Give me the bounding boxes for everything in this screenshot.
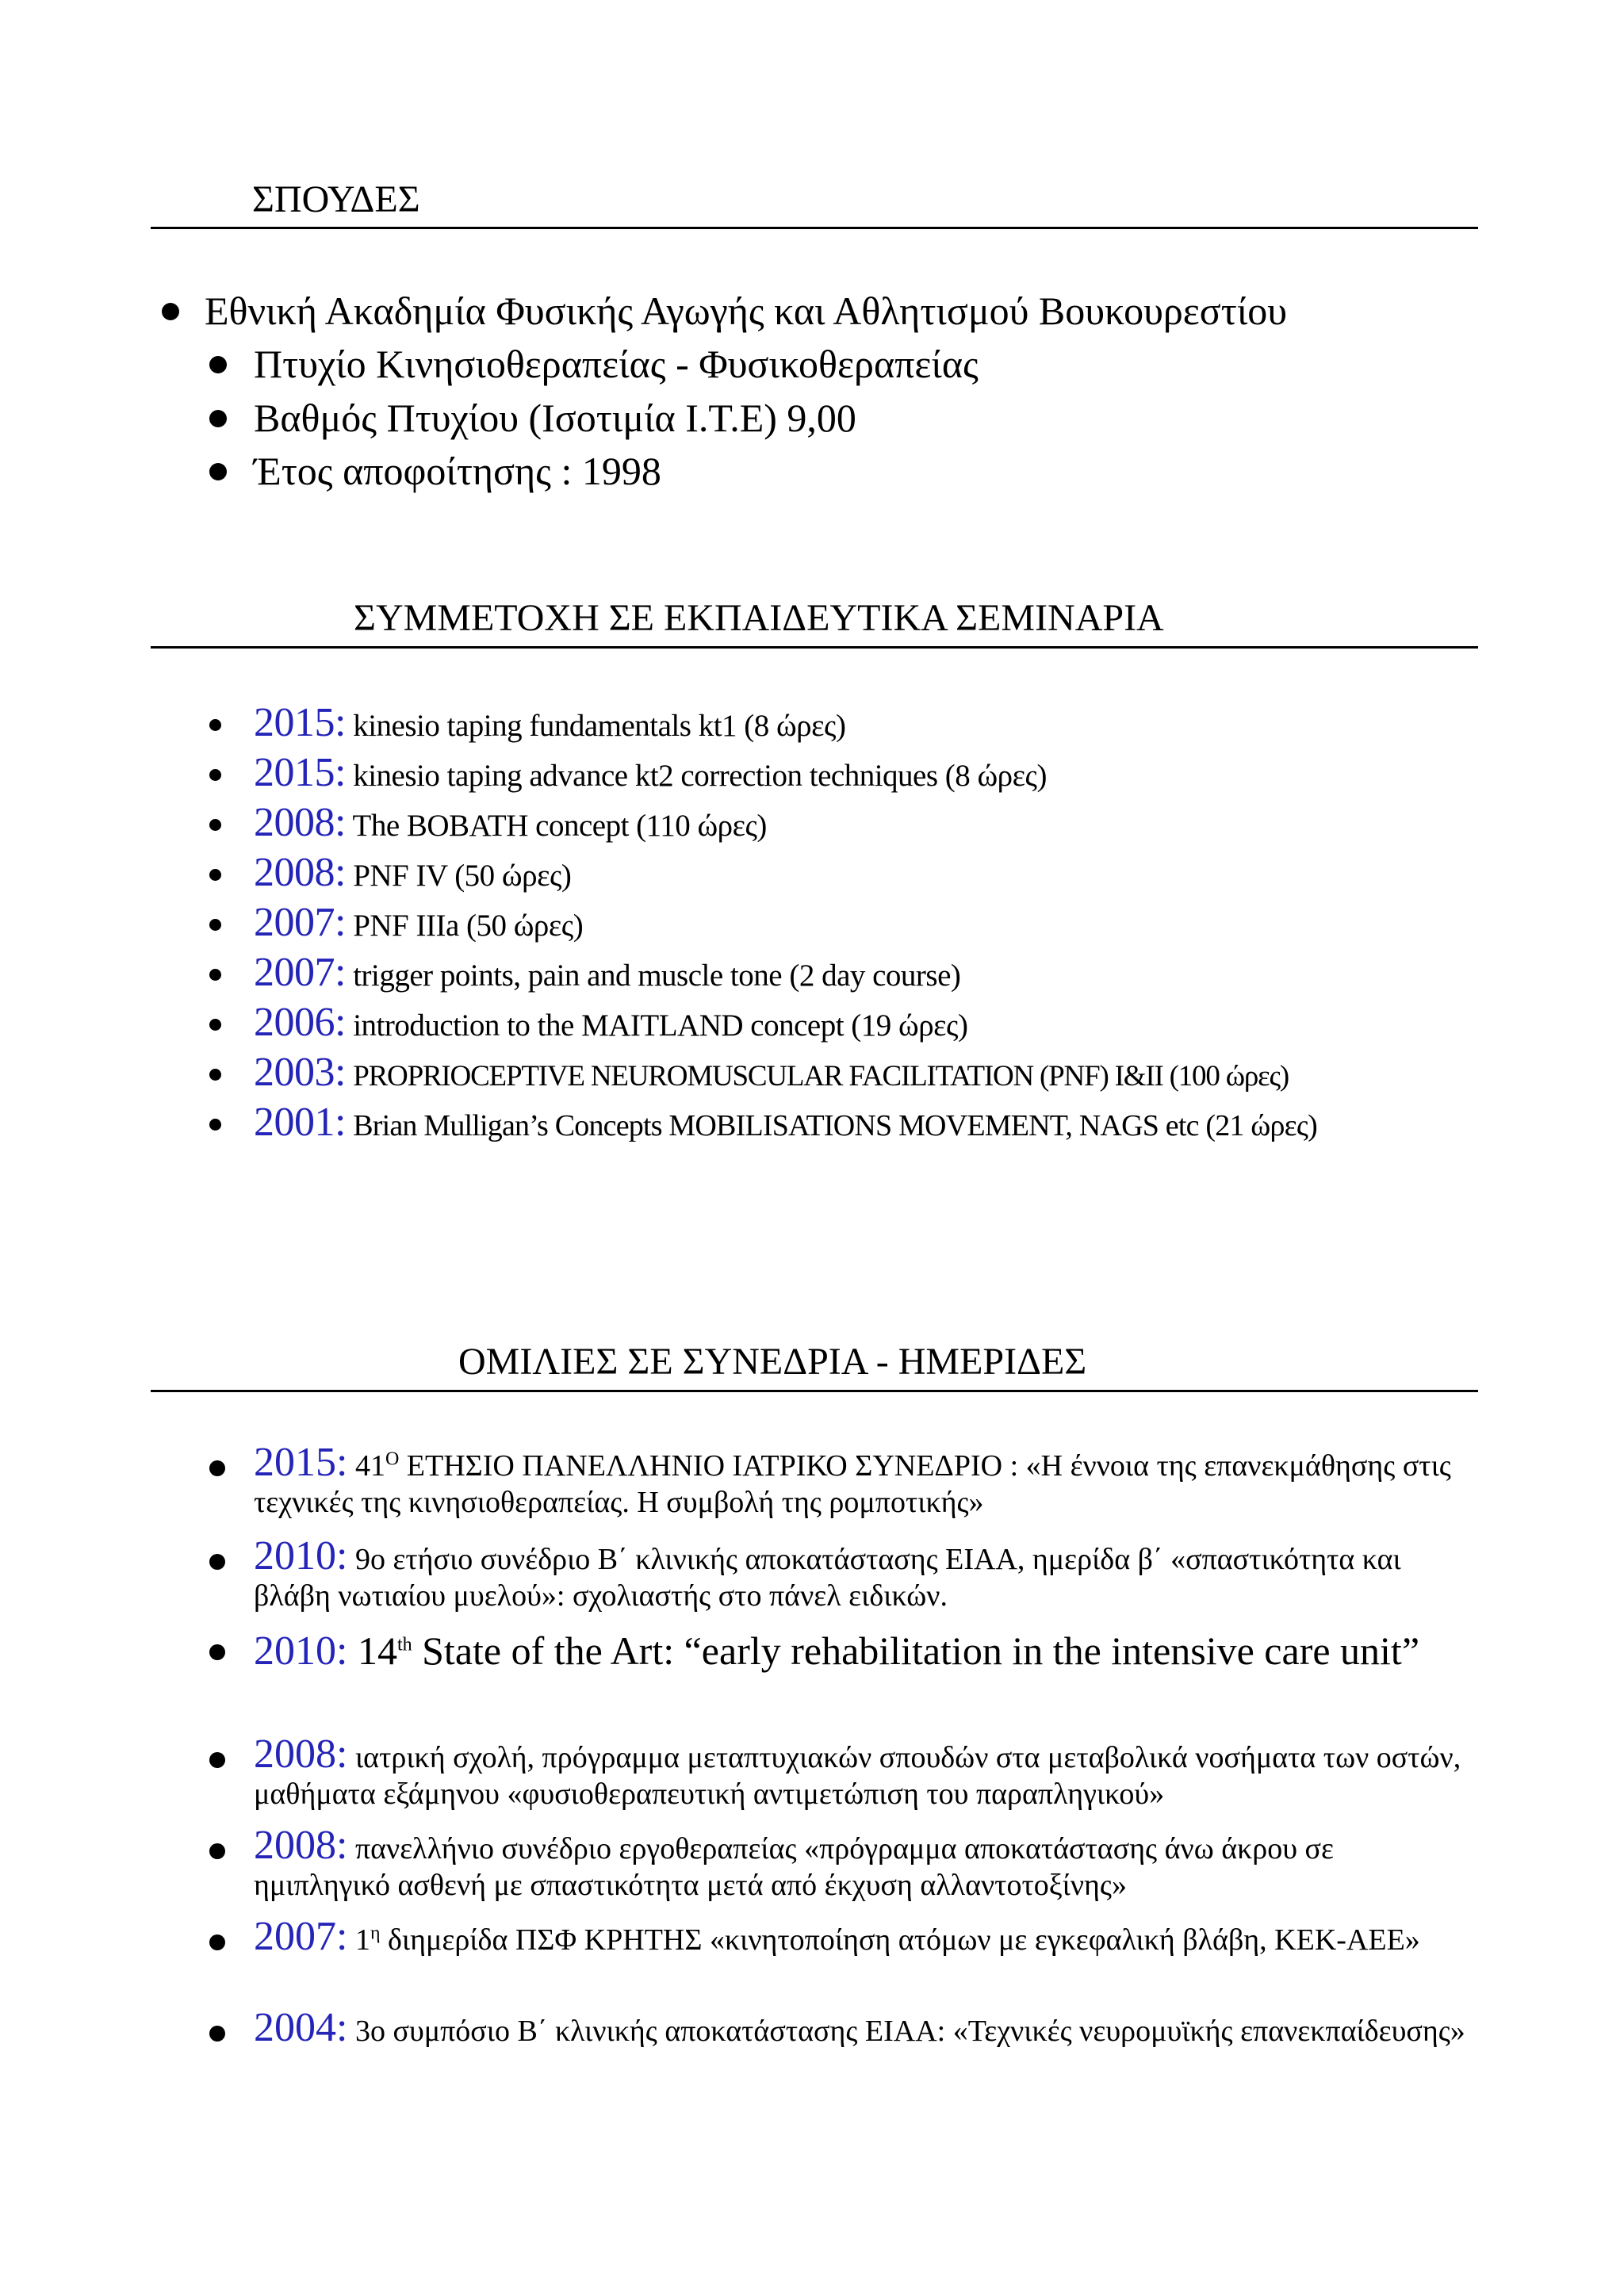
institution-name: Εθνική Ακαδημία Φυσικής Αγωγής και Αθλητισμού Βουκουρεστίου	[205, 289, 1288, 333]
seminar-item	[254, 852, 571, 894]
talk-year: 2010:	[254, 1628, 348, 1674]
talk-item	[254, 1732, 1475, 1812]
bullet-icon	[209, 1119, 221, 1131]
list-item	[205, 291, 1287, 331]
list-item	[254, 451, 661, 491]
talk-year: 2007:	[254, 1914, 348, 1959]
seminar-text: kinesio taping fundamentals kt1 (8 ώρες)	[353, 709, 846, 743]
bullet-icon	[209, 1554, 225, 1570]
bullet-icon	[209, 769, 221, 781]
seminar-year: 2015:	[254, 700, 346, 745]
seminar-year: 2003:	[254, 1050, 346, 1095]
seminar-text: The BOBATH concept (110 ώρες)	[352, 809, 767, 843]
talk-year: 2015:	[254, 1440, 348, 1485]
seminar-text: introduction to the MAITLAND concept (19 ώρες)	[353, 1008, 968, 1043]
talk-ordinal: 41	[354, 1449, 385, 1483]
bullet-icon	[209, 410, 227, 427]
talk-text: διημερίδα ΠΣΦ ΚΡΗΤΗΣ «κινητοποίηση ατόμων με εγκεφαλική βλάβη, ΚΕΚ-ΑΕΕ»	[388, 1923, 1420, 1957]
seminar-text: Brian Mulligan’s Concepts MOBILISATIONS MOVEMENT, NAGS etc (21 ώρες)	[353, 1109, 1317, 1142]
talks-heading: ΟΜΙΛΙΕΣ ΣΕ ΣΥΝΕΔΡΙΑ - ΗΜΕΡΙΔΕΣ	[458, 1341, 1087, 1383]
talk-text: ΕΤΗΣΙΟ ΠΑΝΕΛΛΗΝΙΟ ΙΑΤΡΙΚΟ ΣΥΝΕΔΡΙΟ : «Η έννοια της επανεκμάθησης στις τεχνικές της κινησιοθεραπείας. Η συμβολή της ρομποτικής»	[254, 1449, 1451, 1519]
seminar-year: 2008:	[254, 800, 346, 845]
bullet-icon	[209, 1843, 225, 1859]
studies-heading: ΣΠΟΥΔΕΣ	[252, 178, 420, 220]
bullet-icon	[162, 303, 179, 320]
talk-ordinal: 14	[357, 1628, 397, 1673]
bullet-icon	[209, 819, 221, 831]
bullet-icon	[209, 2026, 225, 2042]
seminar-year: 2015:	[254, 750, 346, 795]
list-item	[254, 344, 979, 384]
talk-year: 2004:	[254, 2005, 348, 2050]
seminars-divider	[151, 646, 1478, 649]
bullet-icon	[209, 1460, 225, 1476]
seminar-item	[254, 902, 583, 943]
list-item	[254, 398, 856, 438]
seminar-text: trigger points, pain and muscle tone (2 day course)	[353, 959, 961, 993]
graduation-year-text: Έτος αποφοίτησης : 1998	[254, 449, 661, 493]
talk-ordinal-suffix: Ο	[385, 1448, 400, 1470]
talk-ordinal-suffix: th	[396, 1634, 412, 1655]
seminar-text: PNF IIIa (50 ώρες)	[353, 909, 584, 943]
talk-ordinal-suffix: η	[370, 1923, 381, 1944]
seminar-item	[254, 802, 767, 844]
seminar-year: 2006:	[254, 1000, 346, 1045]
talk-text: State of the Art: “early rehabilitation in the intensive care unit”	[422, 1628, 1420, 1673]
bullet-icon	[209, 919, 221, 931]
seminar-item	[254, 752, 1047, 794]
talk-item	[254, 1533, 1475, 1614]
seminar-item	[254, 1102, 1317, 1143]
talk-item	[254, 2005, 1475, 2050]
seminar-text: PNF IV (50 ώρες)	[353, 859, 572, 893]
bullet-icon	[209, 719, 221, 731]
bullet-icon	[209, 356, 227, 373]
talk-text: 3ο συμπόσιο Β΄ κλινικής αποκατάστασης ΕΙΑΑ: «Τεχνικές νευρομυϊκής επανεκπαίδευσης»	[354, 2015, 1465, 2048]
bullet-icon	[209, 1019, 221, 1031]
bullet-icon	[209, 1934, 225, 1950]
seminar-item	[254, 1002, 967, 1043]
bullet-icon	[209, 969, 221, 981]
bullet-icon	[209, 1644, 225, 1660]
seminar-year: 2008:	[254, 850, 346, 895]
seminar-text: kinesio taping advance kt2 correction techniques (8 ώρες)	[353, 759, 1047, 793]
seminar-item	[254, 952, 960, 993]
talks-divider	[151, 1390, 1478, 1392]
talk-text: πανελλήνιο συνέδριο εργοθεραπείας «πρόγραμμα αποκατάστασης άνω άκρου σε ημιπληγικό ασθενή με σπαστικότητα μετά από έκχυση αλλαντοτοξίνης»	[254, 1832, 1334, 1902]
seminar-text: PROPRIOCEPTIVE NEUROMUSCULAR FACILITATION (PNF) I&II (100 ώρες)	[353, 1060, 1289, 1093]
seminars-heading: ΣΥΜΜΕΤΟΧΗ ΣΕ ΕΚΠΑΙΔΕΥΤΙΚΑ ΣΕΜΙΝΑΡΙΑ	[354, 597, 1164, 639]
talk-year: 2008:	[254, 1823, 348, 1868]
degree-text: Πτυχίο Κινησιοθεραπείας - Φυσικοθεραπείας	[254, 342, 979, 386]
grade-text: Βαθμός Πτυχίου (Ισοτιμία Ι.Τ.Ε) 9,00	[254, 396, 856, 440]
seminar-item	[254, 1052, 1289, 1093]
talk-year: 2010:	[254, 1533, 348, 1578]
bullet-icon	[209, 869, 221, 881]
talk-item	[254, 1823, 1475, 1904]
bullet-icon	[209, 1752, 225, 1768]
seminar-year: 2007:	[254, 950, 346, 995]
talk-item	[254, 1440, 1475, 1521]
talk-text: 9ο ετήσιο συνέδριο Β΄ κλινικής αποκατάστασης ΕΙΑΑ, ημερίδα β΄ «σπαστικότητα και βλάβη νωτιαίου μυελού»: σχολιαστής στο πάνελ ειδικών.	[254, 1543, 1401, 1613]
talk-year: 2008:	[254, 1732, 348, 1777]
seminar-year: 2001:	[254, 1100, 346, 1145]
seminar-item	[254, 702, 845, 744]
bullet-icon	[209, 463, 227, 480]
talk-text: ιατρική σχολή, πρόγραμμα μεταπτυχιακών σπουδών στα μεταβολικά νοσήματα των οστών, μαθήματα εξάμηνου «φυσιοθεραπευτική αντιμετώπιση του παραπληγικού»	[254, 1741, 1461, 1811]
bullet-icon	[209, 1069, 221, 1081]
studies-divider	[151, 227, 1478, 229]
seminar-year: 2007:	[254, 900, 346, 945]
talk-ordinal: 1	[354, 1923, 370, 1957]
talk-item	[254, 1627, 1475, 1675]
talk-item	[254, 1914, 1475, 1959]
